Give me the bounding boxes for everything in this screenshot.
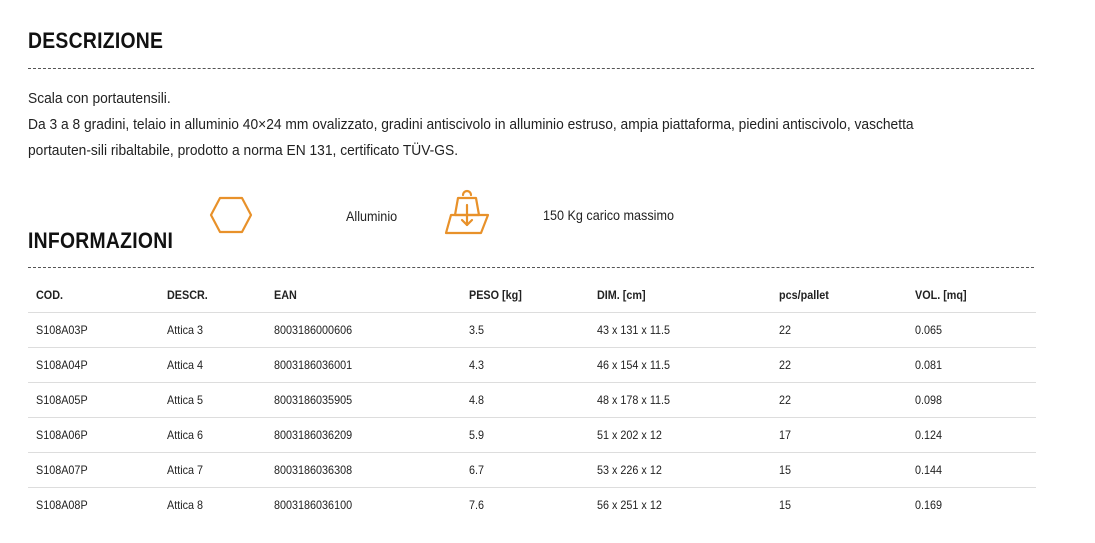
cell-cod: S108A05P <box>28 383 159 418</box>
max-load-icon <box>443 187 491 242</box>
cell-pcs: 15 <box>771 453 907 488</box>
cell-vol: 0.144 <box>907 453 1036 488</box>
info-divider <box>28 267 1034 268</box>
cell-ean: 8003186036209 <box>266 418 461 453</box>
header-ean: EAN <box>266 278 461 313</box>
product-table <box>28 278 1036 522</box>
description-line-1: Scala con portautensili. <box>28 90 171 107</box>
table-header-row <box>28 278 1036 313</box>
description-divider <box>28 68 1034 69</box>
cell-descr: Attica 3 <box>159 313 266 348</box>
cell-pcs: 22 <box>771 383 907 418</box>
cell-peso: 6.7 <box>461 453 589 488</box>
header-cod: COD. <box>28 278 159 313</box>
cell-cod: S108A07P <box>28 453 159 488</box>
description-title: DESCRIZIONE <box>28 28 164 53</box>
cell-dim: 43 x 131 x 11.5 <box>589 313 771 348</box>
cell-pcs: 22 <box>771 348 907 383</box>
cell-dim: 48 x 178 x 11.5 <box>589 383 771 418</box>
cell-peso: 4.8 <box>461 383 589 418</box>
table-row <box>28 313 1036 348</box>
cell-cod: S108A06P <box>28 418 159 453</box>
cell-pcs: 17 <box>771 418 907 453</box>
cell-vol: 0.169 <box>915 498 943 512</box>
cell-cod: S108A04P <box>28 348 159 383</box>
cell-cod: S108A03P <box>28 313 159 348</box>
hexagon-icon <box>209 196 253 239</box>
cell-ean: 8003186036308 <box>266 453 461 488</box>
header-pcs-pallet: pcs/pallet <box>771 278 907 313</box>
cell-ean: 8003186000606 <box>266 313 461 348</box>
cell-descr: Attica 6 <box>159 418 266 453</box>
cell-pcs: 15 <box>779 498 792 512</box>
max-load-label: 150 Kg carico massimo <box>543 207 674 223</box>
description-text <box>28 86 957 164</box>
header-descr: DESCR. <box>159 278 266 313</box>
cell-vol: 0.098 <box>907 383 1036 418</box>
cell-dim: 46 x 154 x 11.5 <box>589 348 771 383</box>
cell-ean: 8003186036100 <box>274 498 353 512</box>
cell-dim: 53 x 226 x 12 <box>589 453 771 488</box>
description-line-2: Da 3 a 8 gradini, telaio in alluminio 40×24 mm ovalizzato, gradini antiscivolo in alluminio estruso, ampia piattaforma, piedini antiscivolo, vaschetta portauten-sili ribaltabile, prodotto a norma EN 131, certificato TÜV-GS. <box>28 116 914 159</box>
cell-peso: 7.6 <box>469 498 485 512</box>
cell-ean: 8003186036001 <box>266 348 461 383</box>
cell-dim: 51 x 202 x 12 <box>589 418 771 453</box>
table-row <box>28 488 1036 523</box>
table-row <box>28 348 1036 383</box>
cell-peso: 4.3 <box>461 348 589 383</box>
cell-peso: 5.9 <box>461 418 589 453</box>
cell-vol: 0.124 <box>907 418 1036 453</box>
table-row <box>28 383 1036 418</box>
header-dim: DIM. [cm] <box>589 278 771 313</box>
cell-ean: 8003186035905 <box>266 383 461 418</box>
cell-descr: Attica 8 <box>167 498 204 512</box>
info-title: INFORMAZIONI <box>28 228 174 253</box>
table-row <box>28 453 1036 488</box>
cell-dim: 56 x 251 x 12 <box>597 498 662 512</box>
cell-descr: Attica 5 <box>159 383 266 418</box>
cell-pcs: 22 <box>771 313 907 348</box>
cell-vol: 0.081 <box>907 348 1036 383</box>
header-peso: PESO [kg] <box>461 278 589 313</box>
cell-cod: S108A08P <box>36 498 88 512</box>
table-row <box>28 418 1036 453</box>
cell-descr: Attica 4 <box>159 348 266 383</box>
material-label: Alluminio <box>346 208 398 224</box>
cell-peso: 3.5 <box>461 313 589 348</box>
header-vol: VOL. [mq] <box>907 278 1036 313</box>
cell-descr: Attica 7 <box>159 453 266 488</box>
cell-vol: 0.065 <box>907 313 1036 348</box>
